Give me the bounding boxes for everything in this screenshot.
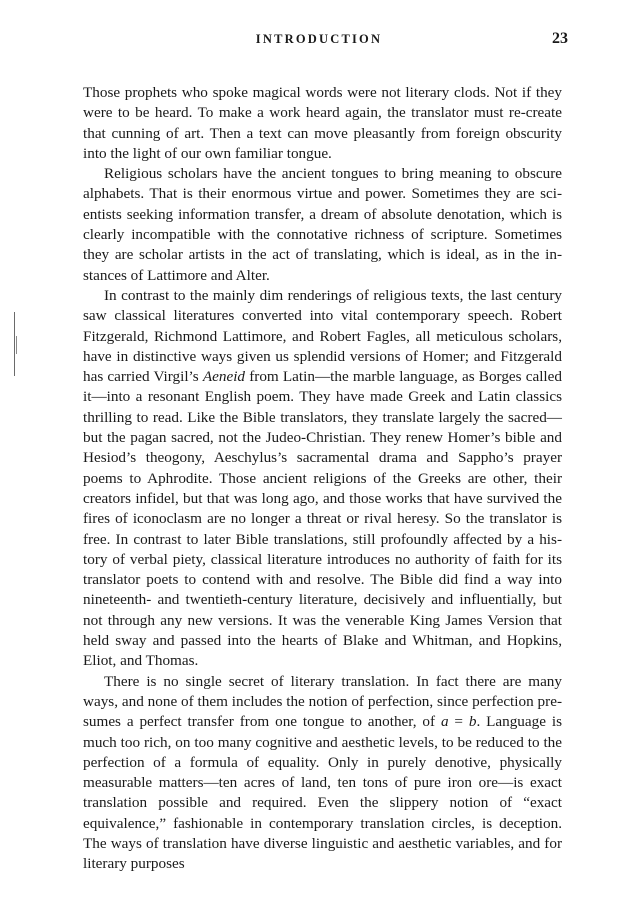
paragraph: Those prophets who spoke magical words were not literary clods. Not if they were to be heard. To make a work heard again, the translator must re-create that cunning of art. Then a text can move pleasantly from foreign obscurity into the light of our own familiar tongue. — [83, 84, 562, 162]
body-text — [83, 83, 562, 875]
formula-operator: = — [448, 713, 469, 731]
text-run: In contrast to the mainly dim renderings of religious texts, the last century saw classical literatures converted into vital contemporary speech. Robert Fitzgerald, Richmond Lattimore, and Robert Fagles, all meticulous scholars, have in distinctive ways given us splendid versions of Homer; and Fitzgerald has carried Virgil’s — [83, 286, 562, 386]
running-head — [0, 30, 638, 54]
text-run: from Latin—the marble language, as Borges called it—into a resonant English poem. They have made Greek and Latin classics thrilling to read. Like the Bible translators, they translate largely the sacred— but the pagan sacred, not the Judeo-Christian. They renew Homer’s bible and Hesiod’s theogony, Aeschylus’s sacramental drama and Sappho’s prayer poems to Aphrodite. Those ancient religions of the Greeks are other, their creators infidel, but that was long ago, and those works that have survived the fires of iconoclasm are no longer a threat or rival heresy. So the translator is free. In contrast to later Bible translations, still profoundly affected by a history of verbal piety, classical literature introduces no authority of faith for its translator poets to contend with and resolve. The Bible did find a way into nineteenth- and twentieth-century literature, decisively and influentially, but not through any new versions. It was the venerable King James Version that held sway and passed into the hearts of Blake and Whitman, and Hopkins, Eliot, and Thomas. — [83, 368, 562, 670]
text-run: There is no single secret of literary translation. In fact there are many ways, and none of them includes the notion of perfection, since perfection presumes a perfect transfer from one tongue to another, of — [83, 672, 562, 731]
paragraph: Religious scholars have the ancient tongues to bring meaning to obscure alphabets. That is their enormous virtue and power. Sometimes they are scientists seeking information transfer, a dream of absolute denotation, which is clearly incompatible with the connotative richness of scripture. Sometimes they are scholar artists in the act of translating, which is ideal, as in the instances of Lattimore and Alter. — [83, 165, 562, 284]
page-number: 23 — [552, 30, 568, 47]
formula-variable: a — [440, 713, 449, 731]
running-title: INTRODUCTION — [255, 32, 383, 46]
text-run: . Language is much too rich, on too many cognitive and aesthetic levels, to be reduced to the perfection of a formula of equality. Only in purely denotive, physically measurable matters—ten acres of land, ten tons of pure iron ore—is exact translation possible and required. Even the slippery notion of “exact equivalence,” fashionable in contemporary translation circles, is deception. The ways of translation have diverse linguistic and aesthetic variables, and for literary purposes — [83, 713, 562, 873]
paragraph — [83, 286, 562, 672]
margin-line — [14, 312, 15, 376]
paragraph — [83, 672, 562, 875]
formula-variable: b — [468, 713, 477, 731]
book-title: Aeneid — [202, 368, 246, 386]
margin-line — [16, 336, 17, 354]
